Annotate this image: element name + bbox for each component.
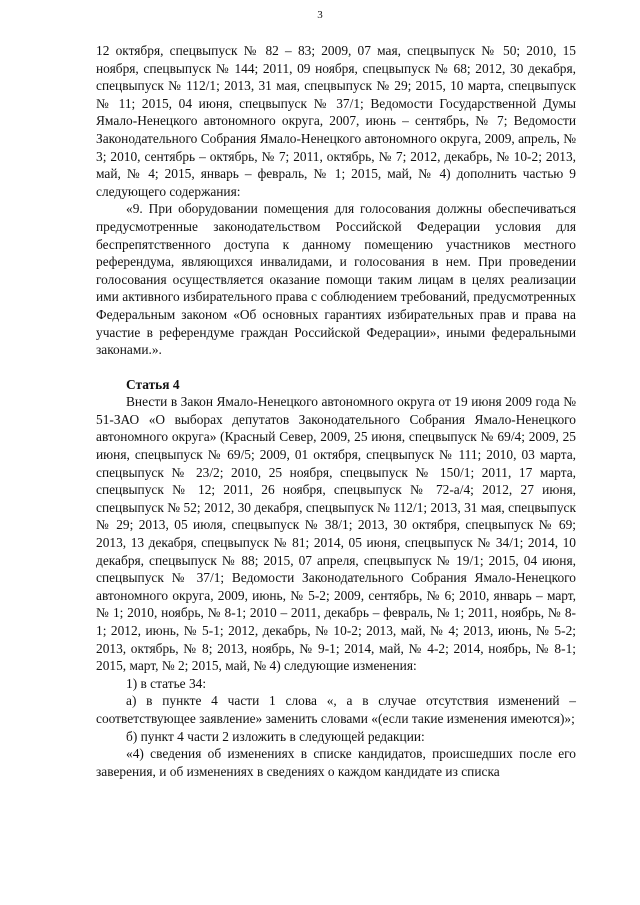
paragraph-item-b: б) пункт 4 части 2 изложить в следующей редакции: — [126, 728, 425, 744]
paragraph-article-4-intro: Внести в Закон Ямало-Ненецкого автономного округа от 19 июня 2009 года № 51-ЗАО «О выборах депутатов Законодательного Собрания Ямало-Ненецкого автономного округа» (Красный Север, 2009, 25 июня, спецвыпуск № 69/4; 2009, 25 июня, спецвыпуск № 69/5; 2009, 01 октября, спецвыпуск № 111; 2010, 03 марта, спецвыпуск № 23/2; 2010, 25 ноября, спецвыпуск № 150/1; 2011, 17 марта, спецвыпуск № 12; 2011, 26 ноября, спецвыпуск № 72-а/4; 2012, 27 июня, спецвыпуск № 52; 2012, 30 декабря, спецвыпуск № 112/1; 2013, 31 мая, спецвыпуск № 29; 2013, 05 июля, спецвыпуск № 38/1; 2013, 30 октября, спецвыпуск № 69; 2013, 13 декабря, спецвыпуск № 81; 2014, 05 июня, спецвыпуск № 34/1; 2014, 10 декабря, спецвыпуск № 88; 2015, 07 апреля, спецвыпуск № 19/1; 2015, 04 июня, спецвыпуск № 37/1; Ведомости Законодательного Собрания Ямало-Ненецкого автономного округа, 2009, июнь, № 5-2; 2009, сентябрь, № 6; 2010, январь – март, № 1; 2010, ноябрь, № 8-1; 2010 – 2011, декабрь – февраль, № 1; 2011, ноябрь, № 8-1; 2012, июнь, № 5-1; 2012, декабрь, № 10-2; 2013, май, № 4; 2013, июнь, № 5-2; 2013, октябрь, № 8; 2013, ноябрь, № 9-1; 2014, май, № 4-2; 2014, ноябрь, № 8-1; 2015, март, № 2; 2015, май, № 4) следующие изменения: — [96, 394, 576, 674]
page-number: 3 — [317, 9, 323, 21]
paragraph-item-a: а) в пункте 4 части 1 слова «, а в случае отсутствия изменений – соответствующее заявление» заменить словами «(если такие изменения имеются)»; — [96, 693, 576, 726]
document-body — [96, 42, 576, 780]
paragraph-item-1: 1) в статье 34: — [126, 675, 207, 691]
paragraph-part-9: «9. При оборудовании помещения для голосования должны обеспечиваться предусмотренные законодательством Российской Федерации условия для беспрепятственного доступа к данному помещению участников местного референдума, являющихся инвалидами, и голосования в нем. При проведении голосования осуществляется оказание помощи таким лицам в целях реализации ими активного избирательного права с соблюдением требований, предусмотренных Федеральным законом «Об основных гарантиях избирательных прав и права на участие в референдуме граждан Российской Федерации», иными федеральными законами.». — [96, 201, 576, 358]
paragraph-item-4-text: «4) сведения об изменениях в списке кандидатов, происшедших после его заверения, и об изменениях в сведениях о каждом кандидате из списка — [96, 746, 576, 779]
article-heading: Статья 4 — [126, 376, 180, 392]
paragraph-continuation: 12 октября, спецвыпуск № 82 – 83; 2009, 07 мая, спецвыпуск № 50; 2010, 15 ноября, спецвыпуск № 144; 2011, 09 ноября, спецвыпуск № 68; 2012, 30 декабря, спецвыпуск № 112/1; 2013, 31 мая, спецвыпуск № 29; 2015, 10 марта, спецвыпуск № 11; 2015, 04 июня, спецвыпуск № 37/1; Ведомости Государственной Думы Ямало-Ненецкого автономного округа, 2007, июнь – сентябрь, № 7; Ведомости Законодательного Собрания Ямало-Ненецкого автономного округа, 2009, апрель, № 3; 2010, сентябрь – октябрь, № 7; 2011, октябрь, № 7; 2012, декабрь, № 10-2; 2013, май, № 4; 2015, январь – февраль, № 1; 2015, май, № 4) дополнить частью 9 следующего содержания: — [96, 43, 576, 199]
